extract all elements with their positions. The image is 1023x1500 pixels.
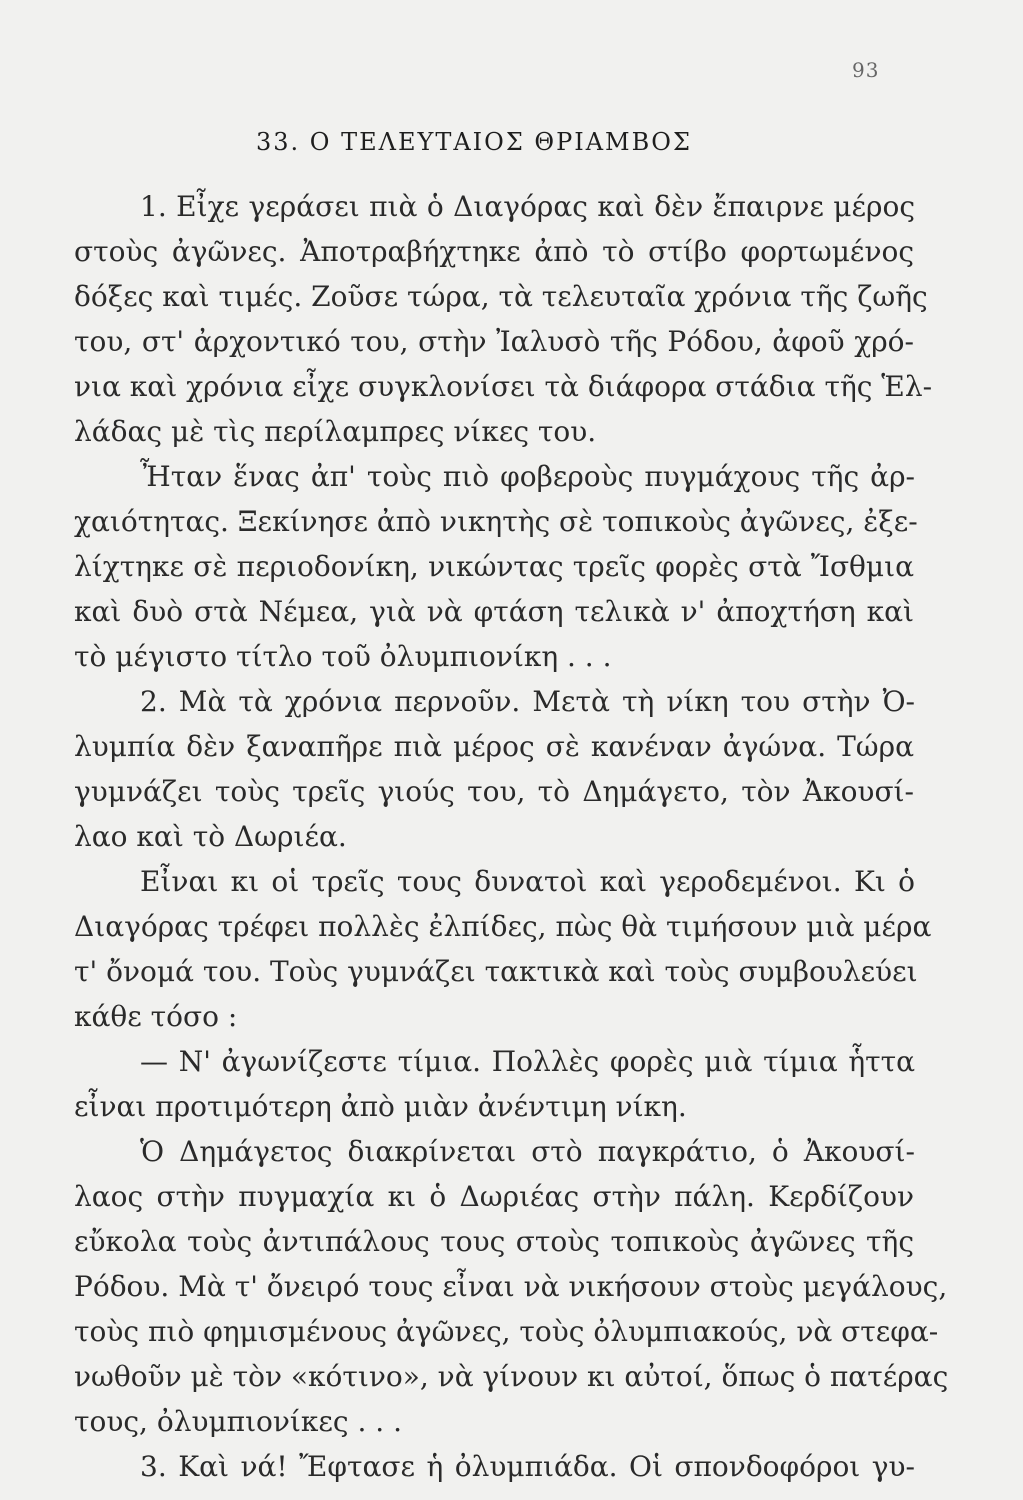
text-line: Ὁ Δημάγετος διακρίνεται στὸ παγκράτιο, ὁ Ἀκουσί-	[140, 1135, 915, 1168]
text-line: λάδας μὲ τὶς περίλαμπρες νίκες του.	[74, 415, 597, 448]
text-line: — Ν' ἀγωνίζεστε τίμια. Πολλὲς φορὲς μιὰ τίμια ἧττα	[140, 1045, 915, 1078]
text-line: τους, ὀλυμπιονίκες . . .	[74, 1405, 403, 1438]
text-line: Ἦταν ἕνας ἀπ' τοὺς πιὸ φοβεροὺς πυγμάχους τῆς ἀρ-	[140, 460, 915, 493]
text-line: 1. Εἶχε γεράσει πιὰ ὁ Διαγόρας καὶ δὲν ἔπαιρνε μέρος	[140, 190, 915, 223]
text-line: νια καὶ χρόνια εἶχε συγκλονίσει τὰ διάφορα στάδια τῆς Ἑλ-	[74, 370, 933, 403]
text-line: λυμπία δὲν ξαναπῆρε πιὰ μέρος σὲ κανέναν ἀγώνα. Τώρα	[74, 730, 914, 763]
text-line: εἶναι προτιμότερη ἀπὸ μιὰν ἀνέντιμη νίκη.	[74, 1090, 687, 1123]
text-line: Διαγόρας τρέφει πολλὲς ἐλπίδες, πὼς θὰ τιμήσουν μιὰ μέρα	[74, 910, 932, 943]
text-line: εὔκολα τοὺς ἀντιπάλους τους στοὺς τοπικοὺς ἀγῶνες τῆς	[74, 1225, 914, 1258]
text-line: Εἶναι κι οἱ τρεῖς τους δυνατοὶ καὶ γεροδεμένοι. Κι ὁ	[140, 865, 915, 898]
text-line: λαος στὴν πυγμαχία κι ὁ Δωριέας στὴν πάλη. Κερδίζουν	[74, 1180, 914, 1213]
text-line: νωθοῦν μὲ τὸν «κότινο», νὰ γίνουν κι αὐτοί, ὅπως ὁ πατέρας	[74, 1360, 949, 1393]
text-line: κάθε τόσο :	[74, 1000, 238, 1033]
text-line: τ' ὄνομά του. Τοὺς γυμνάζει τακτικὰ καὶ τοὺς συμβουλεύει	[74, 955, 918, 988]
text-line: του, στ' ἀρχοντικό του, στὴν Ἰαλυσὸ τῆς Ρόδου, ἀφοῦ χρό-	[74, 325, 914, 358]
text-line: καὶ δυὸ στὰ Νέμεα, γιὰ νὰ φτάση τελικὰ ν' ἀποχτήση καὶ	[74, 595, 914, 628]
text-line: τὸ μέγιστο τίτλο τοῦ ὀλυμπιονίκη . . .	[74, 640, 612, 673]
text-line: 2. Μὰ τὰ χρόνια περνοῦν. Μετὰ τὴ νίκη του στὴν Ὀ-	[140, 685, 915, 718]
text-line: λαο καὶ τὸ Δωριέα.	[74, 820, 347, 853]
page-number: 93	[852, 58, 880, 82]
text-line: 3. Καὶ νά! Ἔφτασε ἡ ὀλυμπιάδα. Οἱ σπονδοφόροι γυ-	[140, 1450, 915, 1483]
text-line: τοὺς πιὸ φημισμένους ἀγῶνες, τοὺς ὀλυμπιακούς, νὰ στεφα-	[74, 1315, 939, 1348]
text-line: δόξες καὶ τιμές. Ζοῦσε τώρα, τὰ τελευταῖα χρόνια τῆς ζωῆς	[74, 280, 928, 313]
text-line: Ρόδου. Μὰ τ' ὄνειρό τους εἶναι νὰ νικήσουν στοὺς μεγάλους,	[74, 1270, 948, 1303]
text-line: χαιότητας. Ξεκίνησε ἀπὸ νικητὴς σὲ τοπικοὺς ἀγῶνες, ἐξε-	[74, 505, 918, 538]
text-line: στοὺς ἀγῶνες. Ἀποτραβήχτηκε ἀπὸ τὸ στίβο φορτωμένος	[74, 235, 914, 268]
text-line: γυμνάζει τοὺς τρεῖς γιούς του, τὸ Δημάγετο, τὸν Ἀκουσί-	[74, 775, 914, 808]
text-line: λίχτηκε σὲ περιοδονίκη, νικώντας τρεῖς φορὲς στὰ Ἴσθμια	[74, 550, 914, 583]
chapter-title: 33. Ο ΤΕΛΕΥΤΑΙΟΣ ΘΡΙΑΜΒΟΣ	[256, 128, 692, 156]
